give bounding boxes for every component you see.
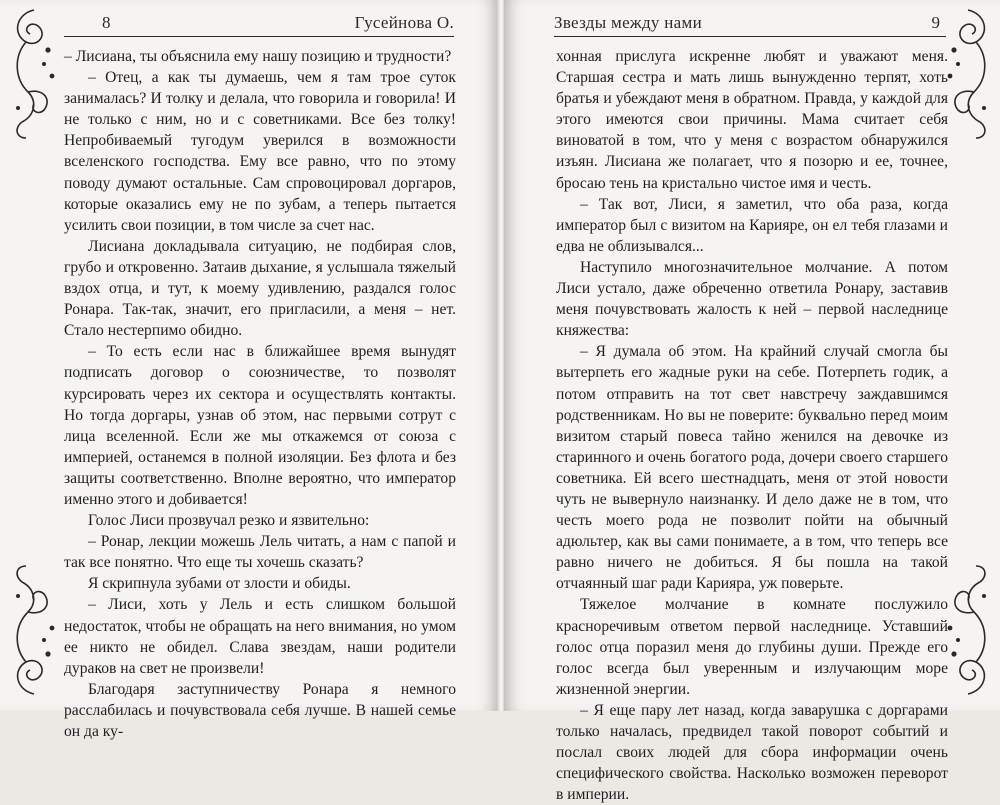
corner-flourish-icon bbox=[4, 4, 66, 144]
paragraph: Лисиана докладывала ситуацию, не подбирая слов, грубо и откровенно. Затаив дыхание, я услышала тяжелый вздох отца, и тут, к моему удивлению, раздался голос Ронара. Так-так, значит, его пригласили, а меня – нет. Стало нестерпимо обидно. bbox=[64, 237, 456, 340]
paragraph: – Так вот, Лиси, я заметил, что оба раза, когда император был с визитом на Карияре, он ел тебя глазами и едва не облизывался... bbox=[556, 195, 948, 255]
right-page-number: 9 bbox=[931, 13, 940, 32]
paragraph: – То есть если нас в ближайшее время вынудят подписать договор о союзничестве, то позволят курсировать через их сектора и осуществлять контакты. Но тогда доргары, узнав об этом, нас первыми сотрут с лица вселенной. Если же мы откажемся от союза с империей, останемся в полной изоляции. Без флота и без защиты соответственно. Вполне вероятно, что император именно этого и добивается! bbox=[64, 343, 456, 508]
corner-flourish-icon bbox=[936, 560, 998, 700]
paragraph: – Лисиана, ты объяснила ему нашу позицию и трудности? bbox=[64, 48, 452, 65]
paragraph: хонная прислуга искренне любят и уважают меня. Старшая сестра и мать лишь вынужденно терпят, хоть братья и убеждают меня в обратном. Правда, у каждой для этого имеются свои причины. Мама считает себя виноватой в том, что у меня с возрастом обнаружился изъян. Лисиана же полагает, что я позорю и ее, точнее, бросаю тень на кристально чистое имя и честь. bbox=[556, 48, 948, 192]
corner-flourish-icon bbox=[4, 560, 66, 700]
left-page-header bbox=[64, 10, 454, 37]
left-page bbox=[0, 0, 498, 740]
paragraph: Я скрипнула зубами от злости и обиды. bbox=[88, 575, 351, 593]
corner-flourish-icon bbox=[936, 4, 998, 144]
right-page-header bbox=[554, 10, 946, 37]
right-running-head: Звезды между нами bbox=[554, 13, 702, 32]
right-page bbox=[504, 0, 1000, 804]
left-page-number: 8 bbox=[102, 13, 111, 32]
paragraph: – Я думала об этом. На крайний случай смогла бы вытерпеть его жадные руки на себе. Потерпеть годик, а потом отправить на тот свет навстречу заждавшимся родственникам. Но вы не поверите: буквально перед моим визитом старый повеса тайно женился на девочке из старинного и очень богатого рода, дочери своего старшего советника. Ей всего шестнадцать, меня от этой новости чуть не вывернуло наизнанку. И дело даже не в том, что честь моего рода не позволит пойти на обычный адюльтер, как вы сами понимаете, а в том, что теперь все равно ничего не добиться. Я бы пошла на такой отчаянный шаг ради Карияра, уж поверьте. bbox=[556, 343, 948, 593]
left-running-head: Гусейнова О. bbox=[354, 13, 454, 32]
paragraph: – Лиси, хоть у Лель и есть слишком большой недостаток, чтобы не обращать на него внимания, но умом ее никто не обидел. Слава звездам, наши родители дураков на свет не произвели! bbox=[64, 596, 456, 677]
paragraph: Голос Лиси прозвучал резко и язвительно: bbox=[88, 512, 370, 530]
left-page-text bbox=[64, 46, 456, 742]
paragraph: – Ронар, лекции можешь Лель читать, а нам с папой и так все понятно. Что еще ты хочешь сказать? bbox=[64, 533, 456, 572]
right-page-text bbox=[556, 46, 948, 805]
paragraph: Благодаря заступничеству Ронара я немного расслабилась и почувствовала себя лучше. В нашей семье он да ку- bbox=[64, 680, 456, 740]
paragraph: Тяжелое молчание в комнате послужило красноречивым ответом первой наследнице. Уставший голос отца поразил меня до глубины души. Прежде его голос всегда был уверенным и излучающим море жизненной энергии. bbox=[556, 596, 948, 698]
paragraph: Наступило многозначительное молчание. А потом Лиси устало, даже обреченно ответила Ронару, заставив меня почувствовать жалость к ней – первой наследнице княжества: bbox=[556, 258, 948, 340]
paragraph: – Я еще пару лет назад, когда заварушка с доргарами только началась, предвидел такой поворот событий и послал своих людей для сбора информации очень специфического свойства. Насколько возможен переворот в империи. bbox=[556, 701, 948, 804]
paragraph: – Отец, а как ты думаешь, чем я там трое суток занималась? И толку и делала, что говорила и говорила! И не только с ним, но и с советниками. Все без толку! Непробиваемый тугодум уверился в возможности вселенского господства. Ему все равно, что по этому поводу думают остальные. Сам спровоцировал доргаров, которые оказались ему не по зубам, а теперь пытается усилить свои позиции, в том числе за счет нас. bbox=[64, 69, 456, 234]
